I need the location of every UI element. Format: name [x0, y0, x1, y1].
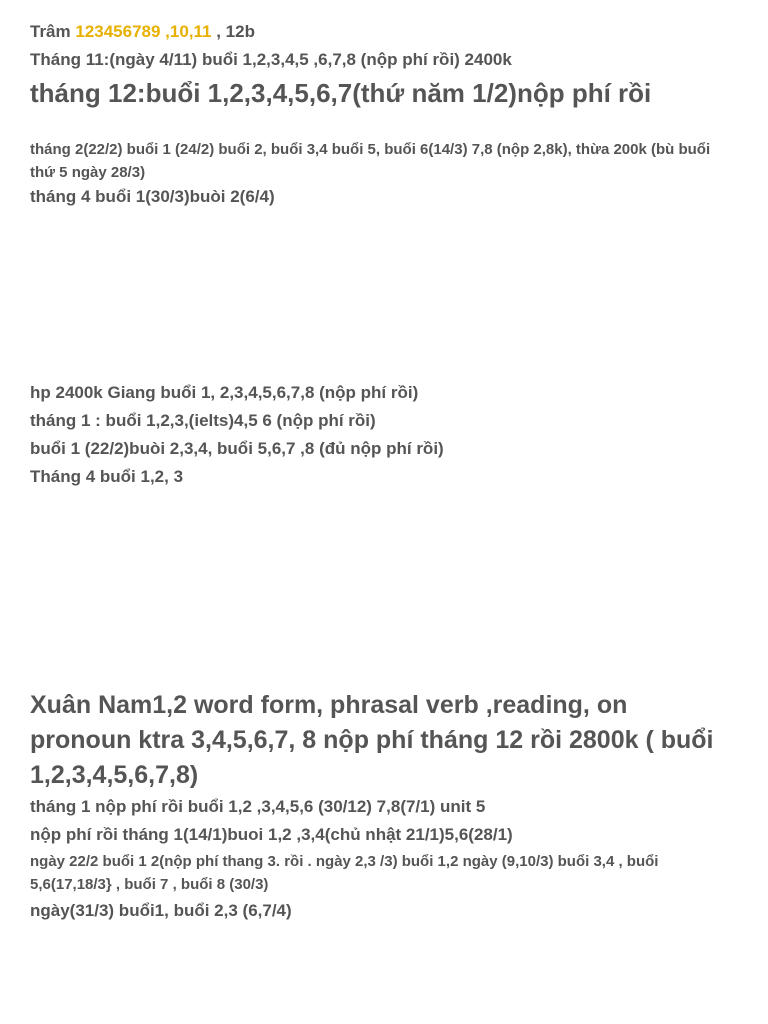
note-line: Tháng 11:(ngày 4/11) buổi 1,2,3,4,5 ,6,7,8 (nộp phí rồi) 2400k — [30, 50, 512, 69]
session-highlight: 123456789 ,10,11 — [75, 22, 212, 41]
note-heading: tháng 12:buổi 1,2,3,4,5,6,7(thứ năm 1/2)nộp phí rồi — [30, 78, 652, 108]
note-heading: Xuân Nam1,2 word form, phrasal verb ,reading, on pronoun ktra 3,4,5,6,7, 8 nộp phí tháng 12 rồi 2800k ( buổi 1,2,3,4,5,6,7,8) — [30, 691, 714, 789]
note-line: ngày 22/2 buổi 1 2(nộp phí thang 3. rồi . ngày 2,3 /3) buổi 1,2 ngày (9,10/3) buổi 3,4 , buổi 5,6(17,18/3} , buổi 7 , buổi 8 (30/3) — [30, 853, 659, 893]
note-line: buổi 1 (22/2)buòi 2,3,4, buổi 5,6,7 ,8 (đủ nộp phí rồi) — [30, 439, 444, 458]
student-name: Trâm — [30, 22, 76, 41]
note-line: nộp phí rồi tháng 1(14/1)buoi 1,2 ,3,4(chủ nhật 21/1)5,6(28/1) — [30, 825, 513, 844]
note-line: hp 2400k Giang buổi 1, 2,3,4,5,6,7,8 (nộp phí rồi) — [30, 383, 419, 402]
note-line: Tháng 4 buổi 1,2, 3 — [30, 467, 184, 486]
note-line: tháng 1 : buổi 1,2,3,(ielts)4,5 6 (nộp phí rồi) — [30, 411, 376, 430]
session-rest: , 12b — [211, 22, 255, 41]
note-line: tháng 4 buổi 1(30/3)buòi 2(6/4) — [30, 187, 275, 206]
student-tram-line — [30, 22, 255, 42]
note-line: tháng 2(22/2) buổi 1 (24/2) buổi 2, buổi 3,4 buổi 5, buổi 6(14/3) 7,8 (nộp 2,8k), thừa 200k (bù buổi thứ 5 ngày 28/3) — [30, 141, 711, 181]
note-line: tháng 1 nộp phí rồi buổi 1,2 ,3,4,5,6 (30/12) 7,8(7/1) unit 5 — [30, 797, 486, 816]
note-line: ngày(31/3) buổi1, buổi 2,3 (6,7/4) — [30, 901, 292, 920]
